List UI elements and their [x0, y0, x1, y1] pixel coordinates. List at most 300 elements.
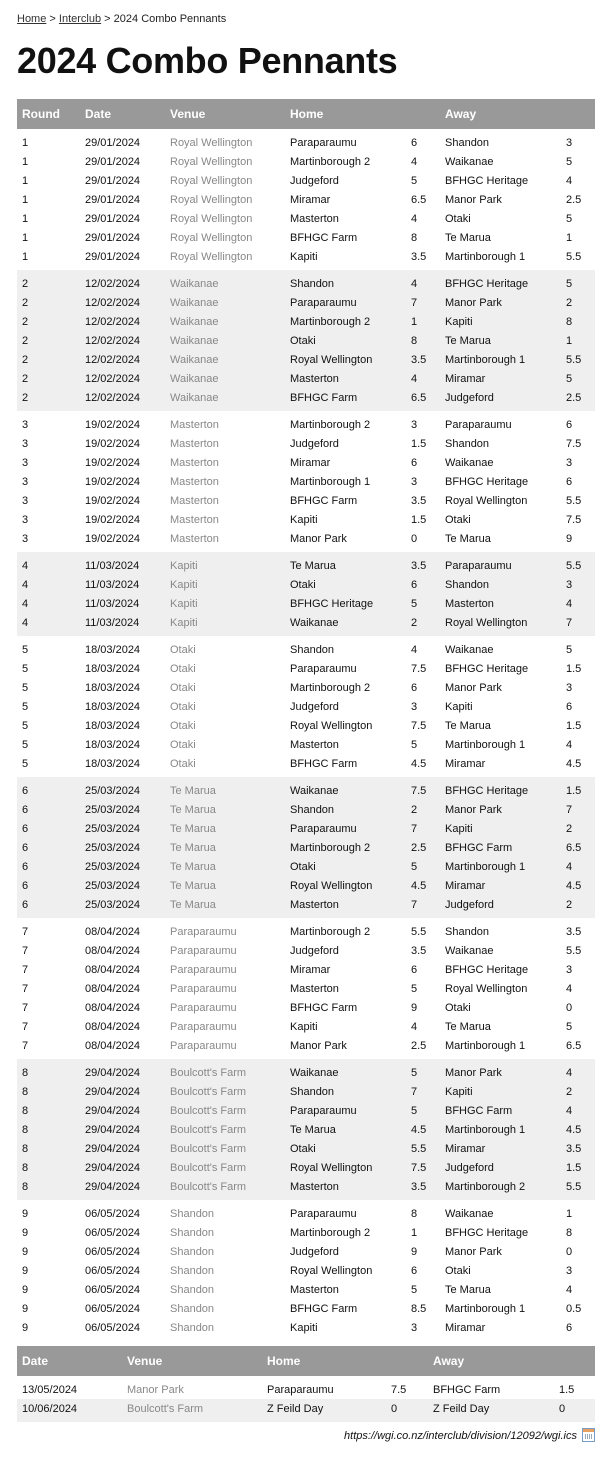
venue-cell: Boulcott's Farm	[122, 1399, 262, 1422]
venue-cell: Te Marua	[165, 895, 285, 918]
table-row	[17, 1082, 595, 1101]
home-score-cell: 5	[411, 982, 418, 995]
venue-cell: Waikanae	[165, 312, 285, 331]
away-team-cell: Manor Park	[445, 193, 502, 206]
home-team-cell: Waikanae	[285, 777, 406, 800]
table-row	[17, 293, 595, 312]
venue-cell: Boulcott's Farm	[165, 1139, 285, 1158]
round-cell: 9	[22, 1226, 29, 1239]
round-group	[17, 129, 595, 270]
venue-cell: Shandon	[170, 1302, 215, 1315]
home-score-cell: 4	[411, 155, 418, 168]
ics-link-row	[17, 1428, 595, 1442]
date-cell: 18/03/2024	[85, 738, 141, 751]
date-cell: 06/05/2024	[85, 1264, 141, 1277]
home-team-cell: Paraparaumu	[290, 662, 357, 675]
date-cell: 29/01/2024	[85, 212, 141, 225]
away-team-cell: Manor Park	[440, 293, 561, 312]
round-group	[17, 1200, 595, 1341]
round-cell: 1	[22, 193, 29, 206]
away-score-cell: 5	[566, 155, 573, 168]
table-row	[17, 575, 595, 594]
home-team-cell: Shandon	[285, 800, 406, 819]
venue-cell: Royal Wellington	[170, 193, 253, 206]
date-cell: 08/04/2024	[85, 982, 141, 995]
away-team-cell: BFHGC Heritage	[445, 174, 529, 187]
table-row	[17, 411, 595, 434]
away-score-cell: 2	[561, 819, 595, 838]
calendar-icon[interactable]	[582, 1428, 595, 1442]
away-score-cell: 0	[566, 1245, 573, 1258]
away-score-cell: 0.5	[566, 1302, 582, 1315]
venue-cell: Waikanae	[165, 369, 285, 388]
away-team-cell: Kapiti	[440, 1082, 561, 1101]
home-team-cell: Masterton	[285, 895, 406, 918]
round-cell: 3	[22, 475, 29, 488]
table-row	[17, 190, 595, 209]
date-cell: 06/05/2024	[85, 1302, 141, 1315]
away-score-cell: 5	[566, 1020, 573, 1033]
date-cell: 25/03/2024	[80, 838, 165, 857]
home-score-cell: 7	[406, 895, 440, 918]
col-round: Round	[17, 99, 80, 129]
date-cell: 08/04/2024	[85, 963, 141, 976]
away-score-cell: 1.5	[561, 777, 595, 800]
home-score-cell: 2.5	[411, 1039, 427, 1052]
away-team-cell: BFHGC Heritage	[440, 777, 561, 800]
date-cell: 29/04/2024	[80, 1158, 165, 1177]
home-team-cell: BFHGC Farm	[290, 231, 358, 244]
home-score-cell: 5.5	[406, 1139, 440, 1158]
table-row	[17, 1318, 595, 1341]
round-cell: 5	[22, 719, 29, 732]
venue-cell: Shandon	[170, 1245, 215, 1258]
date-cell: 29/01/2024	[85, 174, 141, 187]
table-row	[17, 228, 595, 247]
table-header-row	[17, 1346, 595, 1376]
date-cell: 18/03/2024	[85, 700, 141, 713]
date-cell: 29/04/2024	[80, 1101, 165, 1120]
home-score-cell: 1	[406, 312, 440, 331]
home-score-cell: 8	[411, 231, 418, 244]
table-row	[17, 1120, 595, 1139]
home-team-cell: Judgeford	[290, 1245, 339, 1258]
away-score-cell: 3	[566, 963, 573, 976]
table-row	[17, 1280, 595, 1299]
date-cell: 29/04/2024	[80, 1177, 165, 1200]
round-cell: 2	[17, 312, 80, 331]
home-team-cell: Otaki	[285, 1139, 406, 1158]
round-cell: 5	[22, 681, 29, 694]
date-cell: 25/03/2024	[80, 777, 165, 800]
table-row	[17, 1261, 595, 1280]
home-team-cell: Masterton	[290, 738, 339, 751]
away-score-cell: 7	[561, 613, 595, 636]
table-row	[17, 171, 595, 190]
away-team-cell: Judgeford	[440, 895, 561, 918]
away-team-cell: Kapiti	[440, 312, 561, 331]
venue-cell: Shandon	[170, 1264, 215, 1277]
table-row	[17, 472, 595, 491]
away-team-cell: Martinborough 2	[440, 1177, 561, 1200]
away-score-cell: 6	[566, 700, 573, 713]
home-score-cell: 3.5	[411, 250, 427, 263]
away-score-cell: 5.5	[566, 250, 582, 263]
round-cell: 5	[22, 662, 29, 675]
home-team-cell: Kapiti	[290, 1020, 318, 1033]
table-row	[17, 388, 595, 411]
home-score-cell: 4.5	[411, 757, 427, 770]
round-cell: 1	[22, 136, 29, 149]
away-score-cell: 4	[561, 1101, 595, 1120]
away-score-cell: 7	[561, 800, 595, 819]
round-cell: 5	[22, 700, 29, 713]
venue-cell: Waikanae	[165, 350, 285, 369]
venue-cell: Royal Wellington	[170, 155, 253, 168]
table-row	[17, 1299, 595, 1318]
round-group	[17, 636, 595, 777]
away-score-cell: 4.5	[566, 757, 582, 770]
round-cell: 5	[22, 738, 29, 751]
round-cell: 3	[22, 494, 29, 507]
venue-cell: Te Marua	[165, 838, 285, 857]
date-cell: 25/03/2024	[80, 857, 165, 876]
away-team-cell: BFHGC Farm	[440, 838, 561, 857]
home-score-cell: 3	[411, 475, 418, 488]
venue-cell: Masterton	[170, 475, 219, 488]
table-row	[17, 453, 595, 472]
away-team-cell: BFHGC Heritage	[440, 270, 561, 293]
away-team-cell: Miramar	[440, 1139, 561, 1158]
away-score-cell: 4	[566, 738, 573, 751]
table-row	[17, 1376, 595, 1399]
round-cell: 4	[17, 613, 80, 636]
venue-cell: Boulcott's Farm	[165, 1177, 285, 1200]
home-team-cell: Judgeford	[290, 174, 339, 187]
date-cell: 08/04/2024	[85, 1039, 141, 1052]
away-team-cell: Miramar	[445, 757, 486, 770]
away-score-cell: 5.5	[566, 494, 582, 507]
venue-cell: Paraparaumu	[170, 944, 237, 957]
home-team-cell: Martinborough 2	[290, 418, 371, 431]
home-score-cell: 4	[411, 643, 418, 656]
date-cell: 12/02/2024	[80, 388, 165, 411]
date-cell: 19/02/2024	[85, 475, 141, 488]
round-cell: 9	[22, 1302, 29, 1315]
home-score-cell: 4.5	[406, 1120, 440, 1139]
away-score-cell: 6	[566, 418, 573, 431]
table-row	[17, 1101, 595, 1120]
date-cell: 11/03/2024	[80, 552, 165, 575]
home-team-cell: Judgeford	[290, 944, 339, 957]
home-score-cell: 5	[411, 738, 418, 751]
away-score-cell: 2.5	[566, 193, 582, 206]
home-team-cell: Royal Wellington	[285, 876, 406, 895]
home-score-cell: 5	[406, 1059, 440, 1082]
home-score-cell: 2	[406, 800, 440, 819]
table-row	[17, 1177, 595, 1200]
table-row	[17, 152, 595, 171]
round-cell: 9	[22, 1321, 29, 1334]
home-team-cell: BFHGC Farm	[290, 757, 358, 770]
date-cell: 11/03/2024	[80, 575, 165, 594]
away-score-cell: 5	[566, 643, 573, 656]
home-team-cell: Shandon	[285, 270, 406, 293]
date-cell: 25/03/2024	[80, 819, 165, 838]
home-team-cell: Shandon	[290, 643, 335, 656]
away-score-cell: 2	[561, 1082, 595, 1101]
home-score-cell: 0	[411, 532, 418, 545]
away-score-cell: 1	[561, 331, 595, 350]
extra-fixtures-table	[17, 1346, 595, 1422]
date-cell: 25/03/2024	[80, 800, 165, 819]
date-cell: 19/02/2024	[85, 437, 141, 450]
away-score-cell: 1.5	[566, 719, 582, 732]
venue-cell: Royal Wellington	[170, 231, 253, 244]
round-cell: 7	[22, 982, 29, 995]
away-score-cell: 3	[566, 456, 573, 469]
venue-cell: Paraparaumu	[170, 982, 237, 995]
away-score-cell: 3	[566, 1264, 573, 1277]
home-score-cell: 6	[411, 136, 418, 149]
round-cell: 7	[22, 925, 29, 938]
venue-cell: Otaki	[170, 738, 196, 751]
home-score-cell: 3	[411, 1321, 418, 1334]
table-row	[17, 129, 595, 152]
round-group	[17, 552, 595, 636]
home-score-cell: 1.5	[411, 437, 427, 450]
table-row	[17, 1036, 595, 1059]
col-home-score	[406, 99, 440, 129]
home-team-cell: Masterton	[290, 982, 339, 995]
date-cell: 12/02/2024	[80, 293, 165, 312]
table-row	[17, 312, 595, 331]
home-team-cell: Masterton	[285, 1177, 406, 1200]
home-team-cell: Martinborough 2	[290, 1226, 371, 1239]
home-score-cell: 7	[406, 819, 440, 838]
round-cell: 4	[17, 594, 80, 613]
round-cell: 3	[22, 532, 29, 545]
home-team-cell: Martinborough 2	[285, 838, 406, 857]
away-team-cell: Martinborough 1	[445, 1302, 526, 1315]
venue-cell: Te Marua	[165, 819, 285, 838]
venue-cell: Kapiti	[165, 552, 285, 575]
round-cell: 2	[17, 331, 80, 350]
date-cell: 19/02/2024	[85, 513, 141, 526]
away-team-cell: Te Marua	[445, 1020, 491, 1033]
away-team-cell: Judgeford	[440, 388, 561, 411]
round-cell: 4	[17, 552, 80, 575]
breadcrumb-sep: >	[104, 13, 111, 25]
away-score-cell: 5	[561, 369, 595, 388]
col-home-score	[386, 1346, 428, 1376]
away-team-cell: Te Marua	[445, 1283, 491, 1296]
venue-cell: Royal Wellington	[170, 250, 253, 263]
home-team-cell: Kapiti	[290, 1321, 318, 1334]
col-date: Date	[17, 1346, 122, 1376]
away-score-cell: 2	[561, 895, 595, 918]
away-score-cell: 2.5	[561, 388, 595, 411]
home-team-cell: Miramar	[290, 963, 331, 976]
table-row	[17, 613, 595, 636]
table-row	[17, 270, 595, 293]
venue-cell: Shandon	[170, 1283, 215, 1296]
table-row	[17, 1399, 595, 1422]
away-team-cell: Martinborough 1	[440, 350, 561, 369]
table-row	[17, 1242, 595, 1261]
date-cell: 29/01/2024	[85, 155, 141, 168]
home-team-cell: BFHGC Farm	[290, 1001, 358, 1014]
table-row	[17, 209, 595, 228]
date-cell: 18/03/2024	[85, 681, 141, 694]
round-cell: 6	[17, 819, 80, 838]
round-group	[17, 777, 595, 918]
round-cell: 1	[22, 174, 29, 187]
date-cell: 08/04/2024	[85, 1020, 141, 1033]
home-team-cell: Miramar	[290, 456, 331, 469]
col-away: Away	[428, 1346, 554, 1376]
date-cell: 18/03/2024	[85, 643, 141, 656]
away-team-cell: Martinborough 1	[445, 1039, 526, 1052]
round-cell: 6	[17, 800, 80, 819]
table-row	[17, 941, 595, 960]
home-score-cell: 5.5	[411, 925, 427, 938]
home-team-cell: Manor Park	[290, 532, 347, 545]
venue-cell: Masterton	[170, 494, 219, 507]
date-cell: 29/04/2024	[80, 1082, 165, 1101]
away-score-cell: 5.5	[561, 552, 595, 575]
venue-cell: Kapiti	[165, 594, 285, 613]
home-team-cell: Martinborough 2	[290, 681, 371, 694]
away-team-cell: Te Marua	[445, 719, 491, 732]
away-team-cell: Royal Wellington	[445, 494, 528, 507]
home-score-cell: 3	[411, 700, 418, 713]
round-cell: 3	[22, 418, 29, 431]
home-score-cell: 7.5	[411, 662, 427, 675]
date-cell: 12/02/2024	[80, 270, 165, 293]
breadcrumb-home-link[interactable]: Home	[17, 13, 47, 25]
away-score-cell: 1.5	[561, 1158, 595, 1177]
away-team-cell: Waikanae	[445, 1207, 494, 1220]
table-row	[17, 1223, 595, 1242]
breadcrumb-current: 2024 Combo Pennants	[113, 13, 227, 25]
round-group	[17, 411, 595, 552]
away-team-cell: Masterton	[440, 594, 561, 613]
venue-cell: Shandon	[170, 1207, 215, 1220]
date-cell: 06/05/2024	[85, 1321, 141, 1334]
round-group	[17, 918, 595, 1059]
round-cell: 1	[22, 212, 29, 225]
away-team-cell: Royal Wellington	[445, 982, 528, 995]
date-cell: 11/03/2024	[80, 594, 165, 613]
table-row	[17, 979, 595, 998]
away-team-cell: Miramar	[440, 876, 561, 895]
breadcrumb-interclub-link[interactable]: Interclub	[58, 13, 102, 25]
home-score-cell: 6	[406, 575, 440, 594]
venue-cell: Kapiti	[165, 575, 285, 594]
away-score-cell: 5.5	[561, 1177, 595, 1200]
away-score-cell: 4	[566, 1283, 573, 1296]
home-team-cell: Judgeford	[290, 437, 339, 450]
away-team-cell: Paraparaumu	[445, 418, 512, 431]
home-score-cell: 1	[411, 1226, 418, 1239]
venue-cell: Shandon	[170, 1226, 215, 1239]
home-score-cell: 5	[411, 174, 418, 187]
ics-link[interactable]: https://wgi.co.nz/interclub/division/12092/wgi.ics	[344, 1430, 577, 1442]
table-row	[17, 895, 595, 918]
home-team-cell: Judgeford	[290, 700, 339, 713]
venue-cell: Paraparaumu	[170, 1001, 237, 1014]
home-team-cell: Martinborough 2	[285, 312, 406, 331]
away-team-cell: Martinborough 1	[445, 250, 526, 263]
round-cell: 3	[22, 456, 29, 469]
home-team-cell: Z Feild Day	[262, 1399, 386, 1422]
home-team-cell: Waikanae	[285, 1059, 406, 1082]
home-score-cell: 8	[411, 1207, 418, 1220]
table-header-row	[17, 99, 595, 129]
date-cell: 12/02/2024	[80, 369, 165, 388]
away-team-cell: Te Marua	[445, 532, 491, 545]
away-score-cell: 3	[566, 136, 573, 149]
home-team-cell: Royal Wellington	[290, 719, 373, 732]
venue-cell: Paraparaumu	[170, 963, 237, 976]
away-score-cell: 3.5	[566, 925, 582, 938]
home-team-cell: Royal Wellington	[285, 350, 406, 369]
venue-cell: Otaki	[170, 662, 196, 675]
round-cell: 2	[17, 388, 80, 411]
round-cell: 7	[22, 963, 29, 976]
home-team-cell: Paraparaumu	[285, 819, 406, 838]
home-team-cell: Martinborough 1	[290, 475, 371, 488]
home-team-cell: BFHGC Farm	[290, 1302, 358, 1315]
home-score-cell: 7	[406, 1082, 440, 1101]
date-cell: 08/04/2024	[85, 925, 141, 938]
home-score-cell: 6	[411, 456, 418, 469]
table-row	[17, 1017, 595, 1036]
col-home: Home	[262, 1346, 386, 1376]
table-row	[17, 369, 595, 388]
home-score-cell: 6.5	[406, 388, 440, 411]
round-cell: 8	[17, 1082, 80, 1101]
home-score-cell: 3.5	[411, 494, 427, 507]
venue-cell: Shandon	[170, 1321, 215, 1334]
away-score-cell: 8	[561, 312, 595, 331]
venue-cell: Manor Park	[127, 1383, 184, 1396]
away-team-cell: Otaki	[445, 1001, 471, 1014]
home-score-cell: 6.5	[411, 193, 427, 206]
date-cell: 29/01/2024	[85, 193, 141, 206]
table-row	[17, 678, 595, 697]
away-team-cell: Martinborough 1	[440, 1120, 561, 1139]
away-score-cell: 6	[566, 475, 573, 488]
home-score-cell: 6	[411, 963, 418, 976]
round-cell: 9	[22, 1283, 29, 1296]
round-cell: 8	[17, 1120, 80, 1139]
round-group	[17, 270, 595, 411]
table-row	[17, 777, 595, 800]
home-score-cell: 7	[406, 293, 440, 312]
home-team-cell: Otaki	[285, 331, 406, 350]
away-team-cell: Royal Wellington	[440, 613, 561, 636]
breadcrumb	[17, 0, 595, 27]
venue-cell: Masterton	[170, 513, 219, 526]
home-score-cell: 7.5	[391, 1383, 407, 1396]
home-score-cell: 6	[411, 681, 418, 694]
table-row	[17, 659, 595, 678]
col-away-score	[554, 1346, 595, 1376]
home-score-cell: 4	[406, 270, 440, 293]
col-away-score	[561, 99, 595, 129]
